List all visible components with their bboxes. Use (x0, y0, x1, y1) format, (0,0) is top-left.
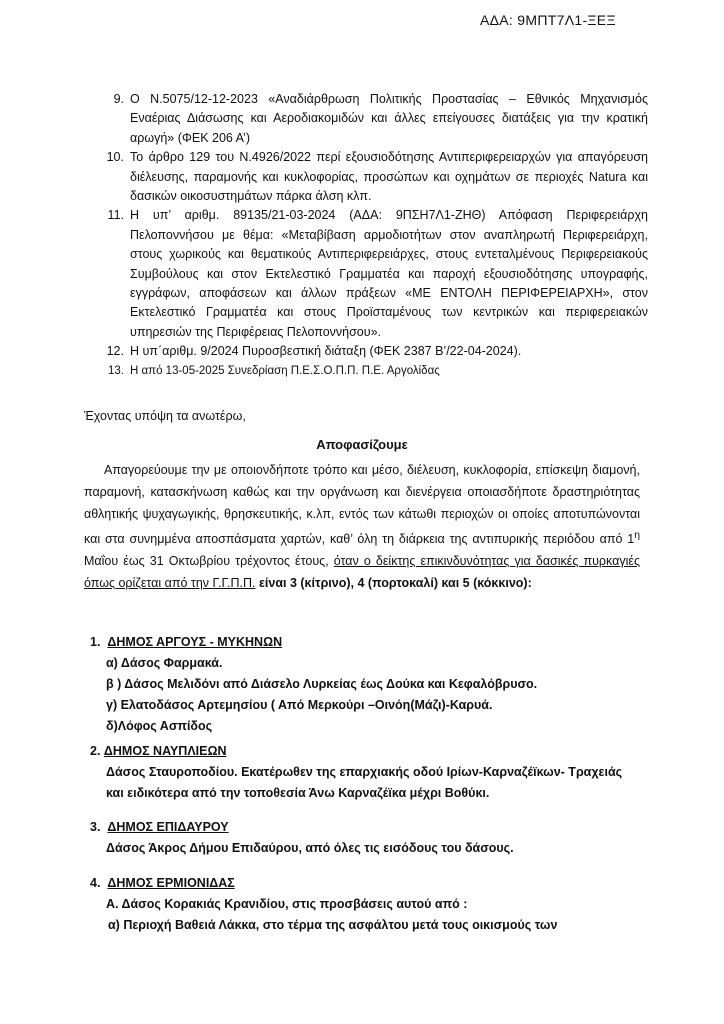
area-line: Α. Δάσος Κορακιάς Κρανιδίου, στις προσβάσεις αυτού από : (106, 897, 468, 911)
ada-code: ΑΔΑ: 9ΜΠΤ7Λ1-ΞΕΞ (480, 12, 616, 28)
area-line: γ) Ελατοδάσος Αρτεμησίου ( Από Μερκούρι –Οινόη(Μάζι)-Καρυά. (106, 698, 493, 712)
reference-item (100, 90, 648, 148)
area-line: Δάσος Σταυροποδίου. Εκατέρωθεν της επαρχιακής οδού Ιρίων-Καρναζέϊκων- Τραχειάς (106, 765, 623, 779)
reference-text: Το άρθρο 129 του Ν.4926/2022 περί εξουσιοδότησης Αντιπεριφερειαρχών για απαγόρευση διέλευσης, παραμονής και κυκλοφορίας, προσώπων και οχημάτων σε περιοχές Natura και δασικών οικοσυστημάτων πάρκα άλση κλπ. (130, 150, 648, 204)
section-number: 3. (90, 820, 101, 834)
having-considered-text: Έχοντας υπόψη τα ανωτέρω, (84, 409, 246, 423)
section-title: ΔΗΜΟΣ ΑΡΓΟΥΣ - ΜΥΚΗΝΩΝ (107, 635, 283, 649)
section-heading (90, 632, 537, 653)
decision-text-part1: Απαγορεύουμε την με οποιονδήποτε τρόπο και μέσο, διέλευση, κυκλοφορία, επίσκεψη διαμονή, παραμονή, κατασκήνωση καθώς και την οργάνωση και διενέργεια οποιασδήποτε δραστηριότητας αθλητικής ψυχαγωγικής, θρησκευτικής, κ.λπ, εντός των κάτωθι περιοχών οι οποίες αποτυπώνονται και στα συνημμένα αποσπάσματα χαρτών, καθ’ όλη τη διάρκεια της αντιπυρικής περιόδου από 1 (84, 463, 640, 547)
area-line: Δάσος Άκρος Δήμου Επιδαύρου, από όλες τις εισόδους του δάσους. (106, 841, 514, 855)
reference-number: 10. (106, 150, 124, 165)
section-title: ΔΗΜΟΣ ΕΡΜΙΟΝΙΔΑΣ (107, 876, 235, 890)
section-heading (90, 741, 622, 762)
section-title: ΔΗΜΟΣ ΝΑΥΠΛΙΕΩΝ (103, 744, 227, 758)
municipality-section-nafplio (90, 741, 622, 804)
area-line: δ)Λόφος Ασπίδος (106, 719, 213, 733)
section-number: 1. (90, 635, 101, 649)
decision-text-part2: Μαΐου έως 31 Οκτωβρίου τρέχοντος έτους, (84, 554, 334, 569)
reference-item (100, 206, 648, 342)
danger-index-condition: όταν ο δείκτης επικινδυνότητας για δασικές πυρκαγιές όπως ορίζεται από την Γ.Γ.Π.Π. (84, 554, 640, 591)
reference-item (100, 342, 648, 361)
decision-paragraph (84, 459, 640, 594)
reference-number: 13. (108, 364, 124, 377)
section-heading (90, 817, 514, 838)
area-line: και ειδικότερα από την τοποθεσία Άνω Καρναζέϊκα μέχρι Βοθύκι. (106, 786, 490, 800)
reference-item (100, 148, 648, 206)
municipality-section-argos (90, 632, 537, 737)
area-line: α) Περιοχή Βαθειά Λάκκα, στο τέρμα της ασφάλτου μετά τους οικισμούς των (108, 918, 558, 932)
municipality-section-epidavros (90, 817, 514, 859)
ordinal-superscript: η (634, 530, 640, 541)
legal-references-list (100, 90, 648, 381)
reference-number: 11. (107, 208, 124, 223)
reference-item (100, 362, 648, 381)
reference-text: Ο Ν.5075/12-12-2023 «Αναδιάρθρωση Πολιτικής Προστασίας – Εθνικός Μηχανισμός Εναέριας Διάσωσης και Αεροδιακομιδών και άλλες επείγουσες διατάξεις για την κρατική αρωγή» (ΦΕΚ 206 Α’) (130, 92, 648, 145)
reference-number: 9. (113, 92, 124, 106)
area-line: α) Δάσος Φαρμακά. (106, 656, 223, 670)
municipality-section-ermionida (90, 873, 557, 936)
section-number: 4. (90, 876, 101, 890)
section-title: ΔΗΜΟΣ ΕΠΙΔΑΥΡΟΥ (107, 820, 229, 834)
reference-text: Η υπ’ αριθμ. 89135/21-03-2024 (ΑΔΑ: 9ΠΣΗ7Λ1-ΖΗΘ) Απόφαση Περιφερειάρχη Πελοποννήσου με θέμα: «Μεταβίβαση αρμοδιοτήτων στον αναπληρωτή Περιφερειάρχη, στους χωρικούς και θεματικούς Αντιπεριφερειάρχες, στους εντεταλμένους Περιφερειακούς Συμβούλους και στον Εκτελεστικό Γραμματέα και παροχή εξουσιοδότησης υπογραφής, εγγράφων, αποφάσεων και άλλων πράξεων «ΜΕ ΕΝΤΟΛΗ ΠΕΡΙΦΕΡΕΙΑΡΧΗ», στον Εκτελεστικό Γραμματέα και στους Προϊσταμένους των κεντρικών και περιφερειακών υπηρεσιών της Περιφέρειας Πελοποννήσου». (130, 208, 648, 339)
reference-number: 12. (106, 344, 124, 359)
section-heading (90, 873, 557, 894)
danger-levels: είναι 3 (κίτρινο), 4 (πορτοκαλί) και 5 (κόκκινο): (255, 576, 532, 591)
section-number: 2. (90, 744, 101, 758)
reference-text: Η από 13-05-2025 Συνεδρίαση Π.Ε.Σ.Ο.Π.Π. Π.Ε. Αργολίδας (130, 364, 440, 377)
reference-text: Η υπ΄αριθμ. 9/2024 Πυροσβεστική διάταξη (ΦΕΚ 2387 Β’/22-04-2024). (130, 344, 522, 359)
decision-heading: Αποφασίζουμε (316, 437, 408, 452)
area-line: β ) Δάσος Μελιδόνι από Διάσελο Λυρκείας έως Δούκα και Κεφαλόβρυσο. (106, 677, 538, 691)
